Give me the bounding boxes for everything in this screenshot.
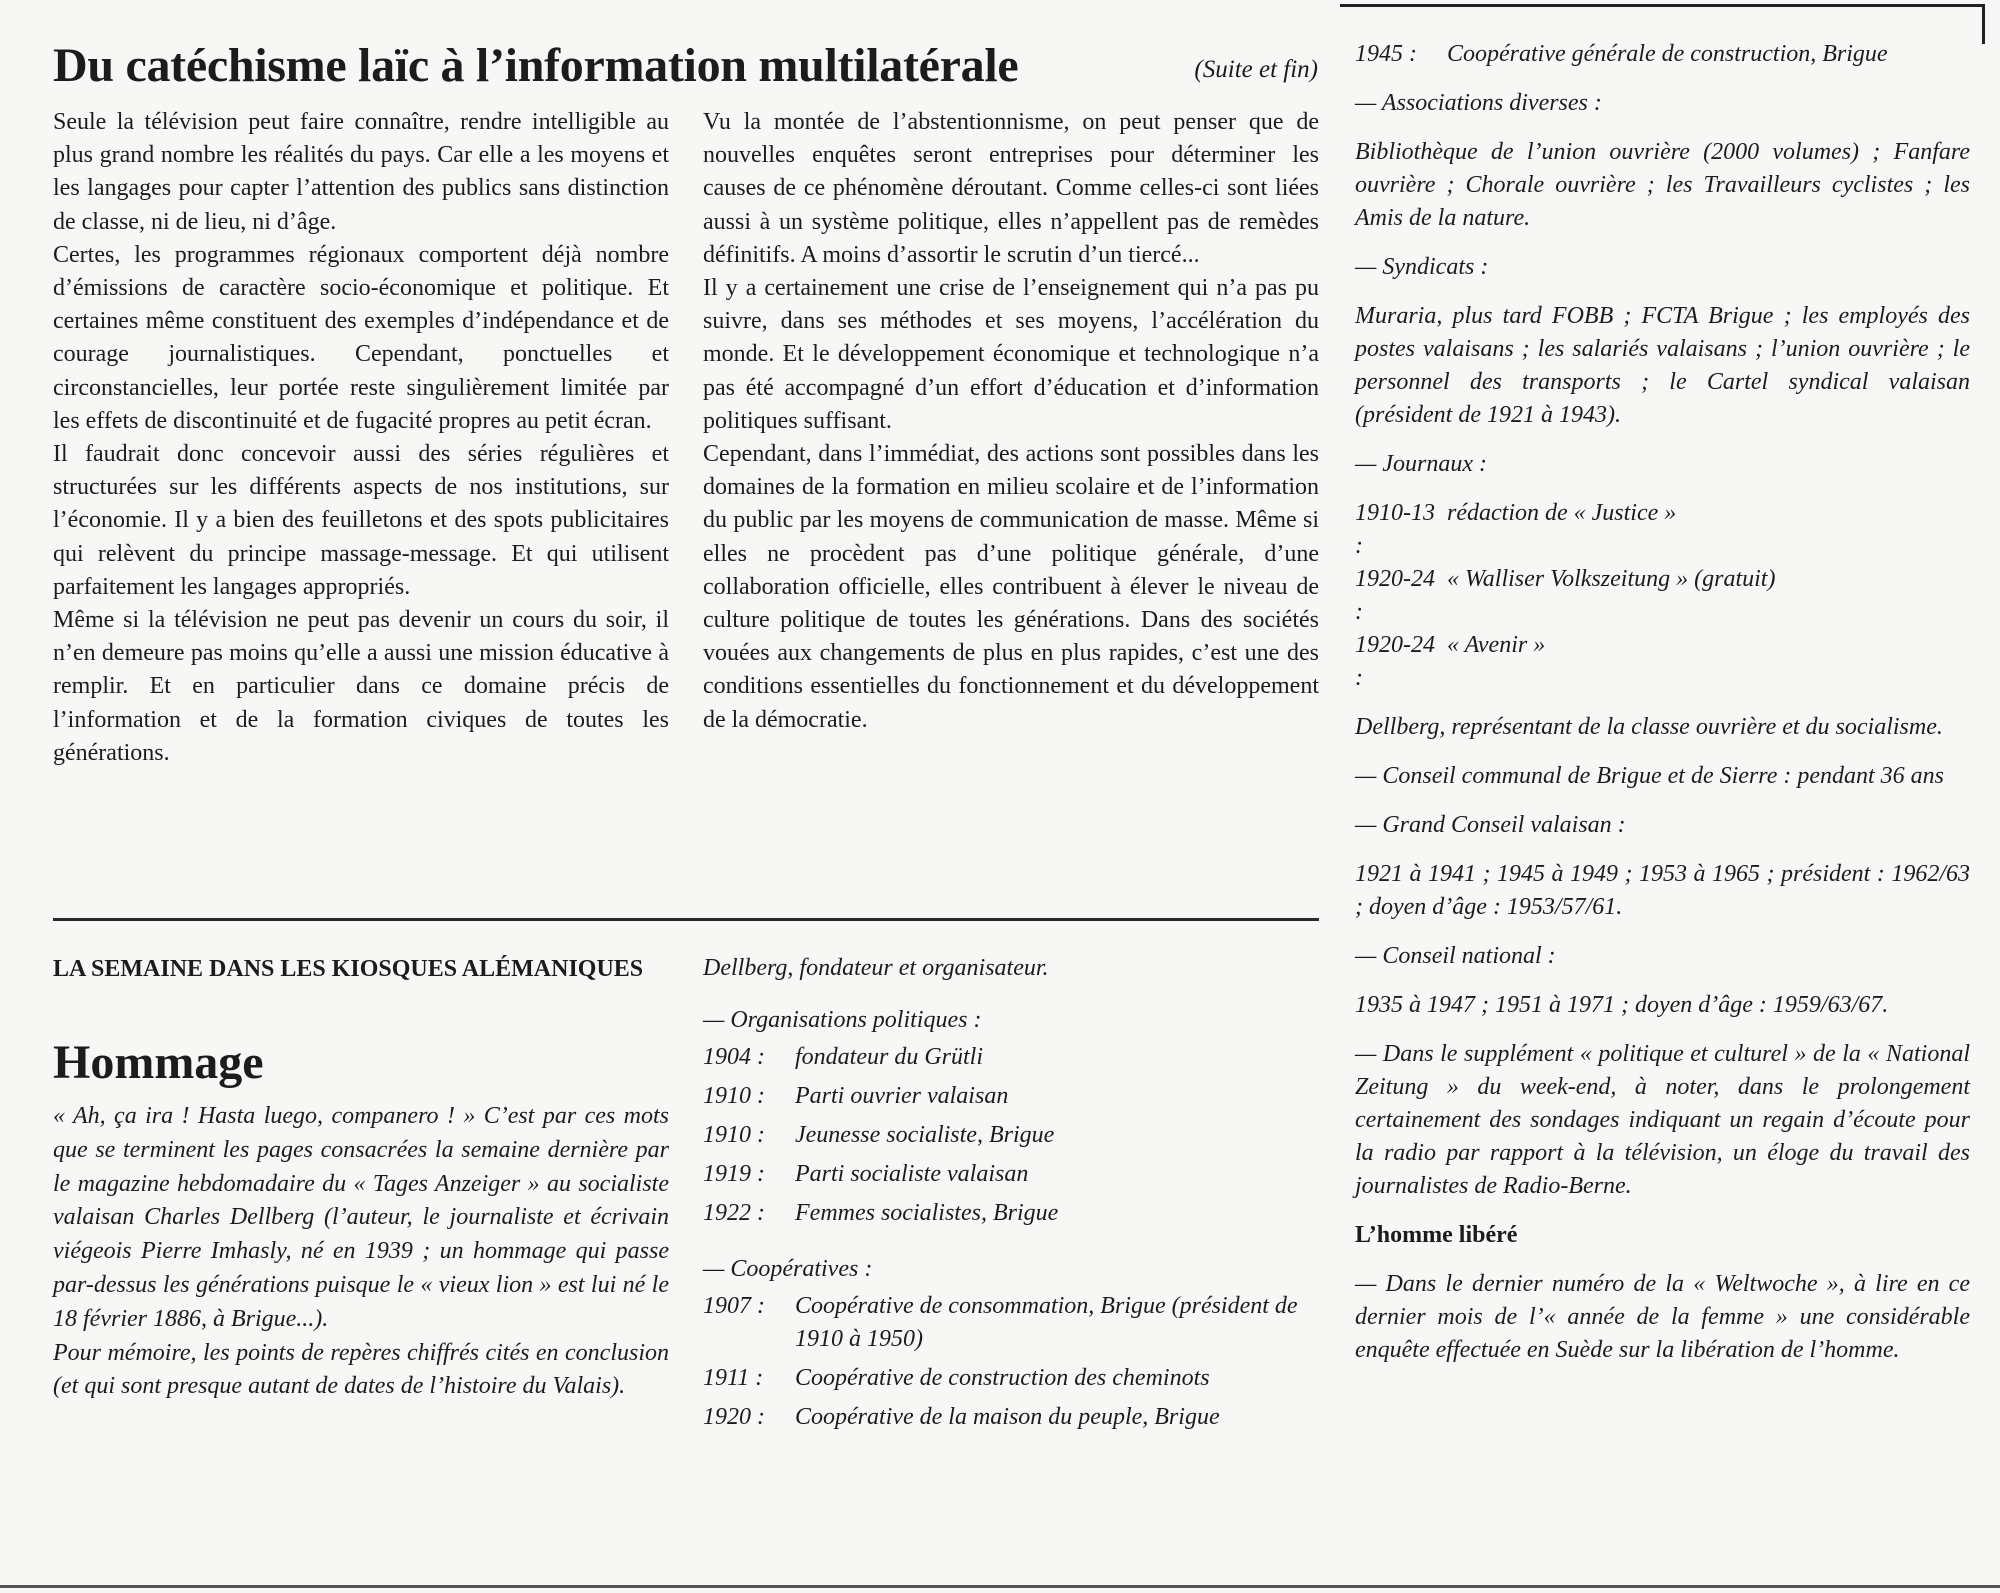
section-title: Hommage (53, 1036, 264, 1089)
timeline-entry (703, 1197, 1333, 1230)
article-column-middle (703, 106, 1319, 737)
timeline-entry (703, 1290, 1333, 1356)
paragraph: — Dans le dernier numéro de la « Weltwoche », à lire en ce dernier mois de l’« année de la femme » une considérable enquête effectuée en Suède sur la libération de l’homme. (1355, 1271, 1970, 1363)
entry-year: 1922 : (703, 1200, 765, 1226)
paragraph: — Dans le supplément « politique et culturel » de la « National Zeitung » du week-end, à noter, dans le prolongement certainement des sondages indiquant un regain d’écoute pour la radio par rapport à la télévision, un éloge du travail des journalistes de Radio-Berne. (1355, 1041, 1970, 1199)
timeline-heading: — Organisations politiques : (703, 1007, 982, 1033)
entry-year: 1920-24 : (1355, 632, 1435, 691)
paragraph: Vu la montée de l’abstentionnisme, on peut penser que de nouvelles enquêtes seront entreprises pour déterminer les causes de ce phénomène déroutant. Comme celles-ci sont liées aussi à un système politique, elles n’appellent pas de remèdes définitifs. A moins d’assortir le scrutin d’un tiercé... (703, 109, 1319, 268)
paragraph: 1935 à 1947 ; 1951 à 1971 ; doyen d’âge : 1959/63/67. (1355, 992, 1889, 1018)
paragraph: 1921 à 1941 ; 1945 à 1949 ; 1953 à 1965 ; président : 1962/63 ; doyen d’âge : 1953/57/61. (1355, 861, 1970, 920)
top-rule (1340, 4, 1985, 7)
entry-year: 1920-24 : (1355, 566, 1435, 625)
entry-year: 1945 : (1355, 41, 1417, 67)
entry-text: fondateur du Grütli (795, 1044, 984, 1070)
journal-list (1355, 497, 1970, 695)
timeline-heading: — Conseil national : (1355, 943, 1556, 969)
timeline-intro: Dellberg, fondateur et organisateur. (703, 955, 1049, 981)
entry-text: Coopérative de la maison du peuple, Brigue (795, 1404, 1220, 1430)
paragraph: Dellberg, représentant de la classe ouvrière et du socialisme. (1355, 714, 1943, 740)
timeline-heading: — Coopératives : (703, 1256, 873, 1282)
paragraph: Il y a certainement une crise de l’enseignement qui n’a pas pu suivre, dans ses méthodes et ses moyens, l’accélération du monde. Et le développement économique et technologique n’a pas été accompagné d’un effort d’éducation et d’information politiques suffisant. (703, 275, 1319, 434)
headline-row (53, 38, 1318, 98)
entry-year: 1910 : (703, 1122, 765, 1148)
timeline-entry (1355, 629, 1970, 695)
entry-year: 1910-13 : (1355, 500, 1435, 559)
paragraph: « Ah, ça ira ! Hasta luego, companero ! » C’est par ces mots que se terminent les pages consacrées la semaine dernière par le magazine hebdomadaire du « Tages Anzeiger » au socialiste valaisan Charles Dellberg (l’auteur, le journaliste et écrivain viégeois Pierre Imhasly, né en 1939 ; un hommage qui passe par-dessus les générations puisque le « vieux lion » est lui né le 18 février 1886, à Brigue...). (53, 1103, 669, 1332)
entry-year: 1920 : (703, 1404, 765, 1430)
entry-year: 1907 : (703, 1293, 765, 1319)
timeline-heading: — Grand Conseil valaisan : (1355, 812, 1626, 838)
subsection-title: L’homme libéré (1355, 1222, 1518, 1248)
hommage-column (53, 1100, 669, 1404)
timeline-entry (703, 1119, 1333, 1152)
entry-text: « Walliser Volkszeitung » (gratuit) (1447, 566, 1776, 592)
timeline-heading: — Journaux : (1355, 451, 1487, 477)
timeline-heading: — Associations diverses : (1355, 90, 1602, 116)
timeline-entry (703, 1080, 1333, 1113)
entry-text: Coopérative de consommation, Brigue (président de 1910 à 1950) (795, 1293, 1298, 1352)
entry-text: Parti ouvrier valaisan (795, 1083, 1009, 1109)
right-rule (1982, 4, 1985, 44)
entry-text: Femmes socialistes, Brigue (795, 1200, 1059, 1226)
timeline-entry (703, 1041, 1333, 1074)
entry-text: Coopérative générale de construction, Brigue (1447, 41, 1888, 67)
paragraph: Muraria, plus tard FOBB ; FCTA Brigue ; les employés des postes valaisans ; les salariés valaisans ; l’union ouvrière ; le personnel des transports ; le Cartel syndical valaisan (président de 1921 à 1943). (1355, 303, 1970, 428)
article-column-left (53, 106, 669, 770)
entry-text: « Avenir » (1447, 632, 1546, 658)
paragraph: Cependant, dans l’immédiat, des actions sont possibles dans les domaines de la formation en milieu scolaire et de l’information du public par les moyens de communication de masse. Même si elles ne procèdent pas d’une politique générale, d’une collaboration officielle, elles contribuent à élever le niveau de culture politique de toutes les générations. Dans des sociétés vouées aux changements de plus en plus rapides, c’est une des conditions essentielles du fonctionnement et du développement de la démocratie. (703, 441, 1319, 733)
paragraph: Même si la télévision ne peut pas devenir un cours du soir, il n’en demeure pas moins qu’elle a aussi une mission éducative à remplir. Et en particulier dans ce domaine précis de l’information et de la formation civiques de toutes les générations. (53, 607, 669, 766)
entry-text: Coopérative de construction des cheminots (795, 1365, 1210, 1391)
right-column (1355, 38, 1970, 1383)
timeline-entry (703, 1401, 1333, 1434)
bottom-rule (0, 1585, 2000, 1588)
timeline-entry (703, 1158, 1333, 1191)
section-label: LA SEMAINE DANS LES KIOSQUES ALÉMANIQUES (53, 956, 644, 982)
article-title: Du catéchisme laïc à l’information multilatérale (53, 39, 1019, 92)
timeline-heading: — Syndicats : (1355, 254, 1489, 280)
entry-text: Jeunesse socialiste, Brigue (795, 1122, 1055, 1148)
paragraph: Bibliothèque de l’union ouvrière (2000 volumes) ; Fanfare ouvrière ; Chorale ouvrière ; les Travailleurs cyclistes ; les Amis de la nature. (1355, 139, 1970, 231)
paragraph: Seule la télévision peut faire connaître, rendre intelligible au plus grand nombre les réalités du pays. Car elle a les moyens et les langages pour capter l’attention des publics sans distinction de classe, ni de lieu, ni d’âge. (53, 109, 669, 235)
timeline-entry (1355, 38, 1970, 71)
entry-year: 1919 : (703, 1161, 765, 1187)
entry-year: 1911 : (703, 1365, 764, 1391)
timeline-entry (703, 1362, 1333, 1395)
paragraph: Il faudrait donc concevoir aussi des séries régulières et structurées sur les différents aspects de nos institutions, sur l’économie. Il y a bien des feuilletons et des spots publicitaires qui relèvent du principe massage-message. Et qui utilisent parfaitement les langages appropriés. (53, 441, 669, 600)
timeline-entry (1355, 563, 1970, 629)
timeline-entry (1355, 497, 1970, 563)
entry-year: 1910 : (703, 1083, 765, 1109)
entry-text: rédaction de « Justice » (1447, 500, 1677, 526)
section-divider (53, 918, 1319, 921)
entry-text: Parti socialiste valaisan (795, 1161, 1029, 1187)
timeline-column (703, 955, 1333, 1440)
paragraph: Certes, les programmes régionaux comportent déjà nombre d’émissions de caractère socio-économique et politique. Et certaines même constituent des exemples d’indépendance et de courage journalistiques. Cependant, ponctuelles et circonstancielles, leur portée reste singulièrement limitée par les effets de discontinuité et de fugacité propres au petit écran. (53, 241, 669, 434)
paragraph: Pour mémoire, les points de repères chiffrés cités en conclusion (et qui sont presque autant de dates de l’histoire du Valais). (53, 1339, 669, 1400)
paragraph: — Conseil communal de Brigue et de Sierre : pendant 36 ans (1355, 763, 1945, 789)
continuation-note: (Suite et fin) (1194, 56, 1318, 83)
entry-year: 1904 : (703, 1044, 765, 1070)
